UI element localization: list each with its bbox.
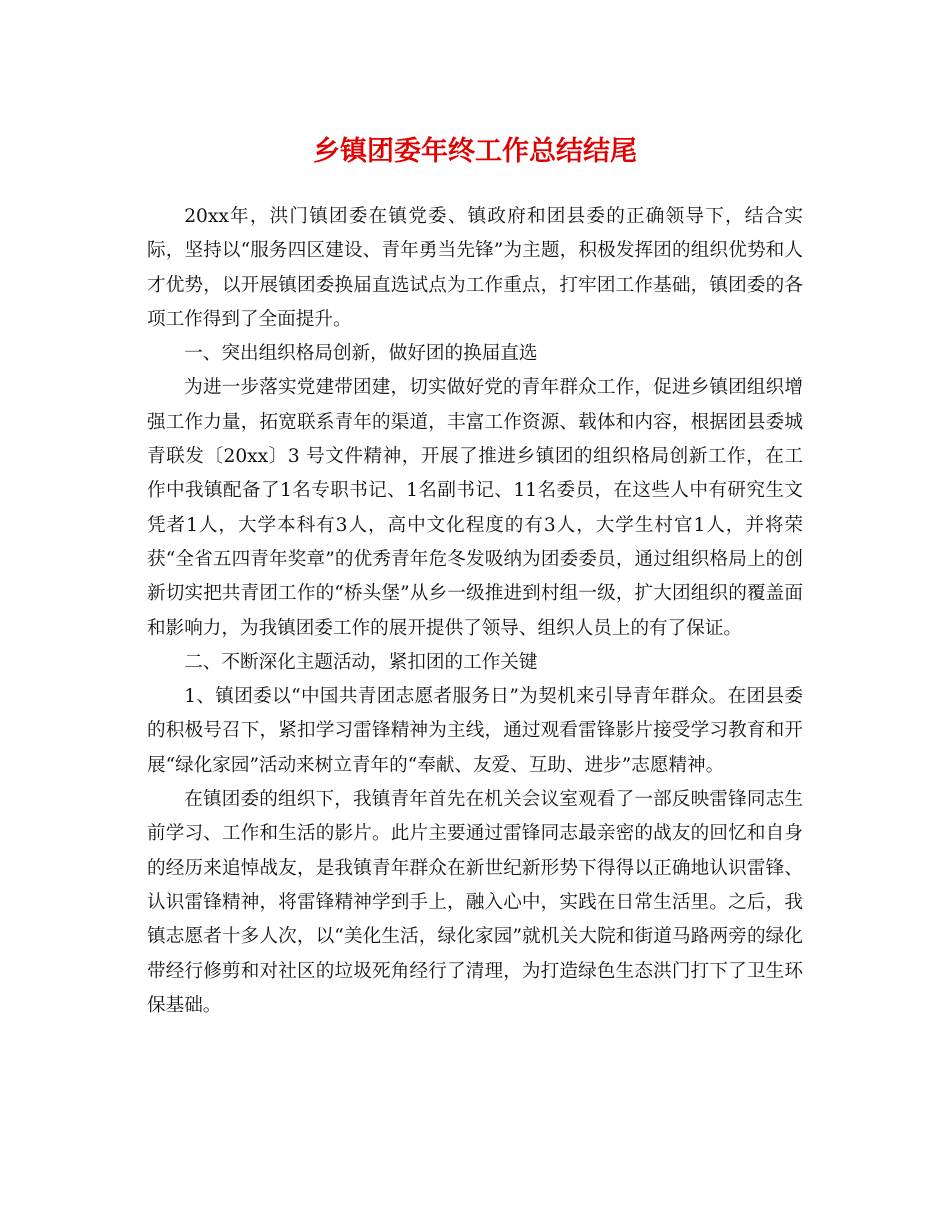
paragraph-section-2-detail: 在镇团委的组织下，我镇青年首先在机关会议室观看了一部反映雷锋同志生前学习、工作和生活的影片。此片主要通过雷锋同志最亲密的战友的回忆和自身的经历来追悼战友，是我镇青年群众在新世纪新形势下得得以正确地认识雷锋、认识雷锋精神，将雷锋精神学到手上，融入心中，实践在日常生活里。之后，我镇志愿者十多人次，以“美化生活，绿化家园”就机关大院和街道马路两旁的绿化带经行修剪和对社区的垃圾死角经行了清理，为打造绿色生态洪门打下了卫生环保基础。 bbox=[147, 789, 803, 1016]
paragraph-intro: 20xx年，洪门镇团委在镇党委、镇政府和团县委的正确领导下，结合实际，坚持以“服务四区建设、青年勇当先锋”为主题，积极发挥团的组织优势和人才优势，以开展镇团委换届直选试点为工作重点，打牢团工作基础，镇团委的各项工作得到了全面提升。 bbox=[147, 206, 803, 330]
paragraph-section-1: 为进一步落实党建带团建，切实做好党的青年群众工作，促进乡镇团组织增强工作力量，拓宽联系青年的渠道，丰富工作资源、载体和内容，根据团县委城青联发〔20xx〕3 号文件精神，开展了推进乡镇团的组织格局创新工作，在工作中我镇配备了1名专职书记、1名副书记、11名委员，在这些人中有研究生文凭者1人，大学本科有3人，高中文化程度的有3人，大学生村官1人，并将荣获“全省五四青年奖章”的优秀青年危冬发吸纳为团委委员，通过组织格局上的创新切实把共青团工作的“桥头堡”从乡一级推进到村组一级，扩大团组织的覆盖面和影响力，为我镇团委工作的展开提供了领导、组织人员上的有了保证。 bbox=[147, 377, 803, 639]
paragraph-section-2-item-1: 1、镇团委以“中国共青团志愿者服务日”为契机来引导青年群众。在团县委的积极号召下，紧扣学习雷锋精神为主线，通过观看雷锋影片接受学习教育和开展“绿化家园”活动来树立青年的“奉献、友爱、互助、进步”志愿精神。 bbox=[147, 686, 803, 776]
document-title: 乡镇团委年终工作总结结尾 bbox=[313, 136, 637, 167]
section-heading-2: 二、不断深化主题活动，紧扣团的工作关键 bbox=[184, 651, 538, 673]
section-heading-1: 一、突出组织格局创新，做好团的换届直选 bbox=[184, 343, 538, 365]
document-body bbox=[147, 200, 803, 1023]
